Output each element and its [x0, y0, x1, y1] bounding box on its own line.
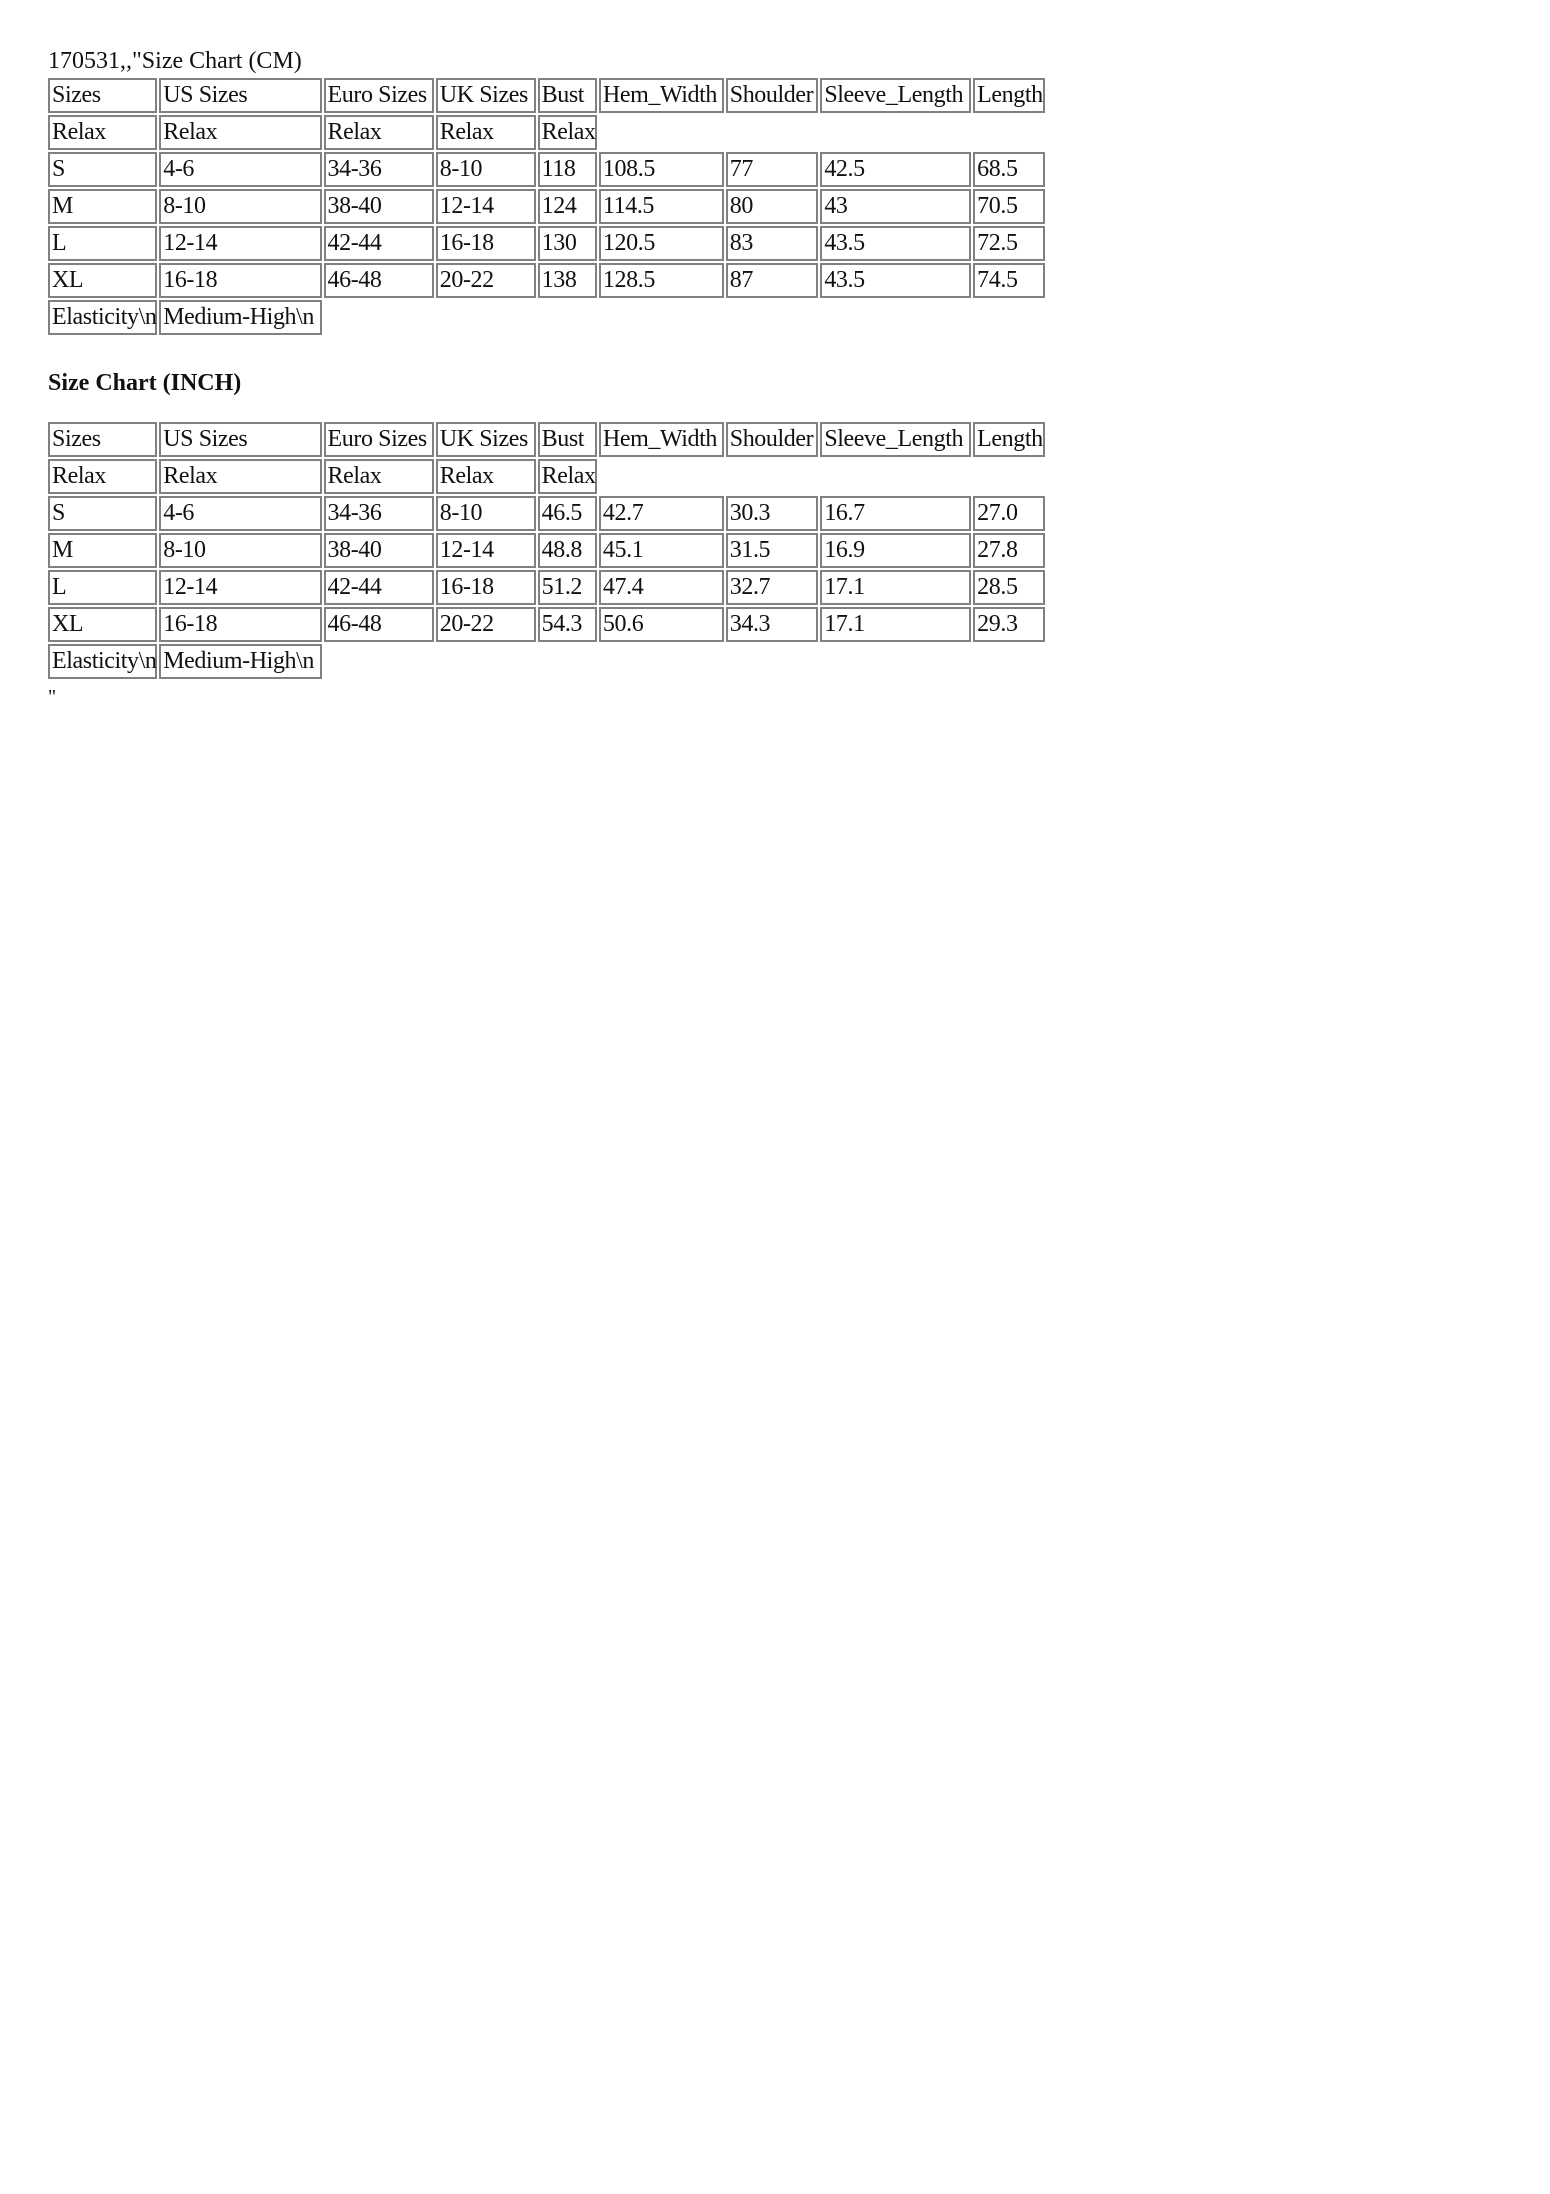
table-cell: 4-6: [159, 496, 321, 531]
elasticity-row: [48, 644, 1045, 679]
table-cell: 42.5: [820, 152, 971, 187]
relax-cell: Relax: [538, 459, 597, 494]
table-cell: 87: [726, 263, 819, 298]
table-cell: 8-10: [436, 496, 536, 531]
elasticity-label-cell: Elasticity\n: [48, 644, 157, 679]
table-cell: 12-14: [159, 570, 321, 605]
cm-table-body: [48, 78, 1045, 335]
header-cell: Sizes: [48, 422, 157, 457]
table-cell: 42-44: [324, 570, 434, 605]
table-cell: 47.4: [599, 570, 724, 605]
header-cell: Length: [973, 422, 1045, 457]
table-cell: 31.5: [726, 533, 819, 568]
relax-row: [48, 459, 1045, 494]
header-cell: Shoulder: [726, 78, 819, 113]
table-cell: 27.8: [973, 533, 1045, 568]
table-cell: 38-40: [324, 533, 434, 568]
inch-size-table: [46, 420, 1047, 681]
header-cell: Euro Sizes: [324, 422, 434, 457]
table-cell: 80: [726, 189, 819, 224]
header-cell: Sleeve_Length: [820, 422, 971, 457]
header-cell: UK Sizes: [436, 422, 536, 457]
table-cell: 77: [726, 152, 819, 187]
table-cell: 16.9: [820, 533, 971, 568]
table-cell: M: [48, 533, 157, 568]
relax-cell: Relax: [324, 459, 434, 494]
table-cell: 12-14: [436, 533, 536, 568]
table-cell: 108.5: [599, 152, 724, 187]
table-cell: 20-22: [436, 263, 536, 298]
table-cell: 118: [538, 152, 597, 187]
header-cell: UK Sizes: [436, 78, 536, 113]
table-cell: L: [48, 226, 157, 261]
header-cell: Hem_Width: [599, 422, 724, 457]
elasticity-value-cell: Medium-High\n: [159, 300, 321, 335]
table-cell: 54.3: [538, 607, 597, 642]
inch-table-body: [48, 422, 1045, 679]
table-cell: XL: [48, 263, 157, 298]
table-cell: 38-40: [324, 189, 434, 224]
header-cell: US Sizes: [159, 78, 321, 113]
table-cell: 30.3: [726, 496, 819, 531]
header-cell: Euro Sizes: [324, 78, 434, 113]
table-cell: 8-10: [159, 189, 321, 224]
table-cell: 72.5: [973, 226, 1045, 261]
relax-cell: Relax: [159, 115, 321, 150]
table-cell: S: [48, 496, 157, 531]
table-cell: S: [48, 152, 157, 187]
table-cell: 12-14: [436, 189, 536, 224]
header-cell: Shoulder: [726, 422, 819, 457]
table-row: [48, 152, 1045, 187]
relax-cell: Relax: [324, 115, 434, 150]
empty-cell: [599, 115, 1045, 150]
relax-cell: Relax: [48, 115, 157, 150]
relax-cell: Relax: [159, 459, 321, 494]
header-cell: Sleeve_Length: [820, 78, 971, 113]
table-cell: 43.5: [820, 263, 971, 298]
table-cell: 46-48: [324, 263, 434, 298]
table-cell: 83: [726, 226, 819, 261]
table-cell: 8-10: [159, 533, 321, 568]
table-cell: 128.5: [599, 263, 724, 298]
header-cell: Length: [973, 78, 1045, 113]
elasticity-row: [48, 300, 1045, 335]
table-cell: M: [48, 189, 157, 224]
header-cell: Bust: [538, 422, 597, 457]
table-cell: 70.5: [973, 189, 1045, 224]
empty-cell: [599, 459, 1045, 494]
cm-chart-title: 170531,,"Size Chart (CM): [48, 48, 302, 74]
elasticity-value-cell: Medium-High\n: [159, 644, 321, 679]
table-cell: 42-44: [324, 226, 434, 261]
table-cell: 4-6: [159, 152, 321, 187]
table-cell: 43: [820, 189, 971, 224]
table-cell: 16.7: [820, 496, 971, 531]
header-cell: Sizes: [48, 78, 157, 113]
table-cell: 124: [538, 189, 597, 224]
relax-cell: Relax: [48, 459, 157, 494]
table-row: [48, 189, 1045, 224]
table-cell: 42.7: [599, 496, 724, 531]
table-cell: 27.0: [973, 496, 1045, 531]
table-cell: 43.5: [820, 226, 971, 261]
inch-chart-title: Size Chart (INCH): [48, 370, 242, 396]
table-cell: 45.1: [599, 533, 724, 568]
table-cell: 29.3: [973, 607, 1045, 642]
table-cell: 34.3: [726, 607, 819, 642]
relax-cell: Relax: [436, 459, 536, 494]
header-row: [48, 422, 1045, 457]
table-cell: 114.5: [599, 189, 724, 224]
table-cell: 68.5: [973, 152, 1045, 187]
table-cell: 12-14: [159, 226, 321, 261]
table-cell: 32.7: [726, 570, 819, 605]
table-row: [48, 226, 1045, 261]
table-cell: 17.1: [820, 607, 971, 642]
table-cell: 120.5: [599, 226, 724, 261]
table-cell: 51.2: [538, 570, 597, 605]
relax-row: [48, 115, 1045, 150]
header-cell: US Sizes: [159, 422, 321, 457]
table-row: [48, 570, 1045, 605]
table-cell: 16-18: [159, 607, 321, 642]
table-cell: 74.5: [973, 263, 1045, 298]
cm-size-table: [46, 76, 1047, 337]
table-cell: 46-48: [324, 607, 434, 642]
table-cell: 48.8: [538, 533, 597, 568]
table-cell: 34-36: [324, 496, 434, 531]
relax-cell: Relax: [436, 115, 536, 150]
header-cell: Hem_Width: [599, 78, 724, 113]
table-cell: 16-18: [436, 226, 536, 261]
table-row: [48, 607, 1045, 642]
table-cell: 20-22: [436, 607, 536, 642]
table-cell: 8-10: [436, 152, 536, 187]
table-cell: 130: [538, 226, 597, 261]
table-cell: L: [48, 570, 157, 605]
table-cell: 50.6: [599, 607, 724, 642]
table-cell: 138: [538, 263, 597, 298]
table-cell: 16-18: [436, 570, 536, 605]
elasticity-label-cell: Elasticity\n: [48, 300, 157, 335]
table-cell: 46.5: [538, 496, 597, 531]
closing-quote: ": [48, 686, 57, 708]
table-row: [48, 263, 1045, 298]
header-row: [48, 78, 1045, 113]
table-cell: 17.1: [820, 570, 971, 605]
empty-cell: [324, 300, 1046, 335]
relax-cell: Relax: [538, 115, 597, 150]
table-row: [48, 496, 1045, 531]
table-cell: 34-36: [324, 152, 434, 187]
header-cell: Bust: [538, 78, 597, 113]
table-row: [48, 533, 1045, 568]
table-cell: 16-18: [159, 263, 321, 298]
table-cell: XL: [48, 607, 157, 642]
table-cell: 28.5: [973, 570, 1045, 605]
empty-cell: [324, 644, 1046, 679]
